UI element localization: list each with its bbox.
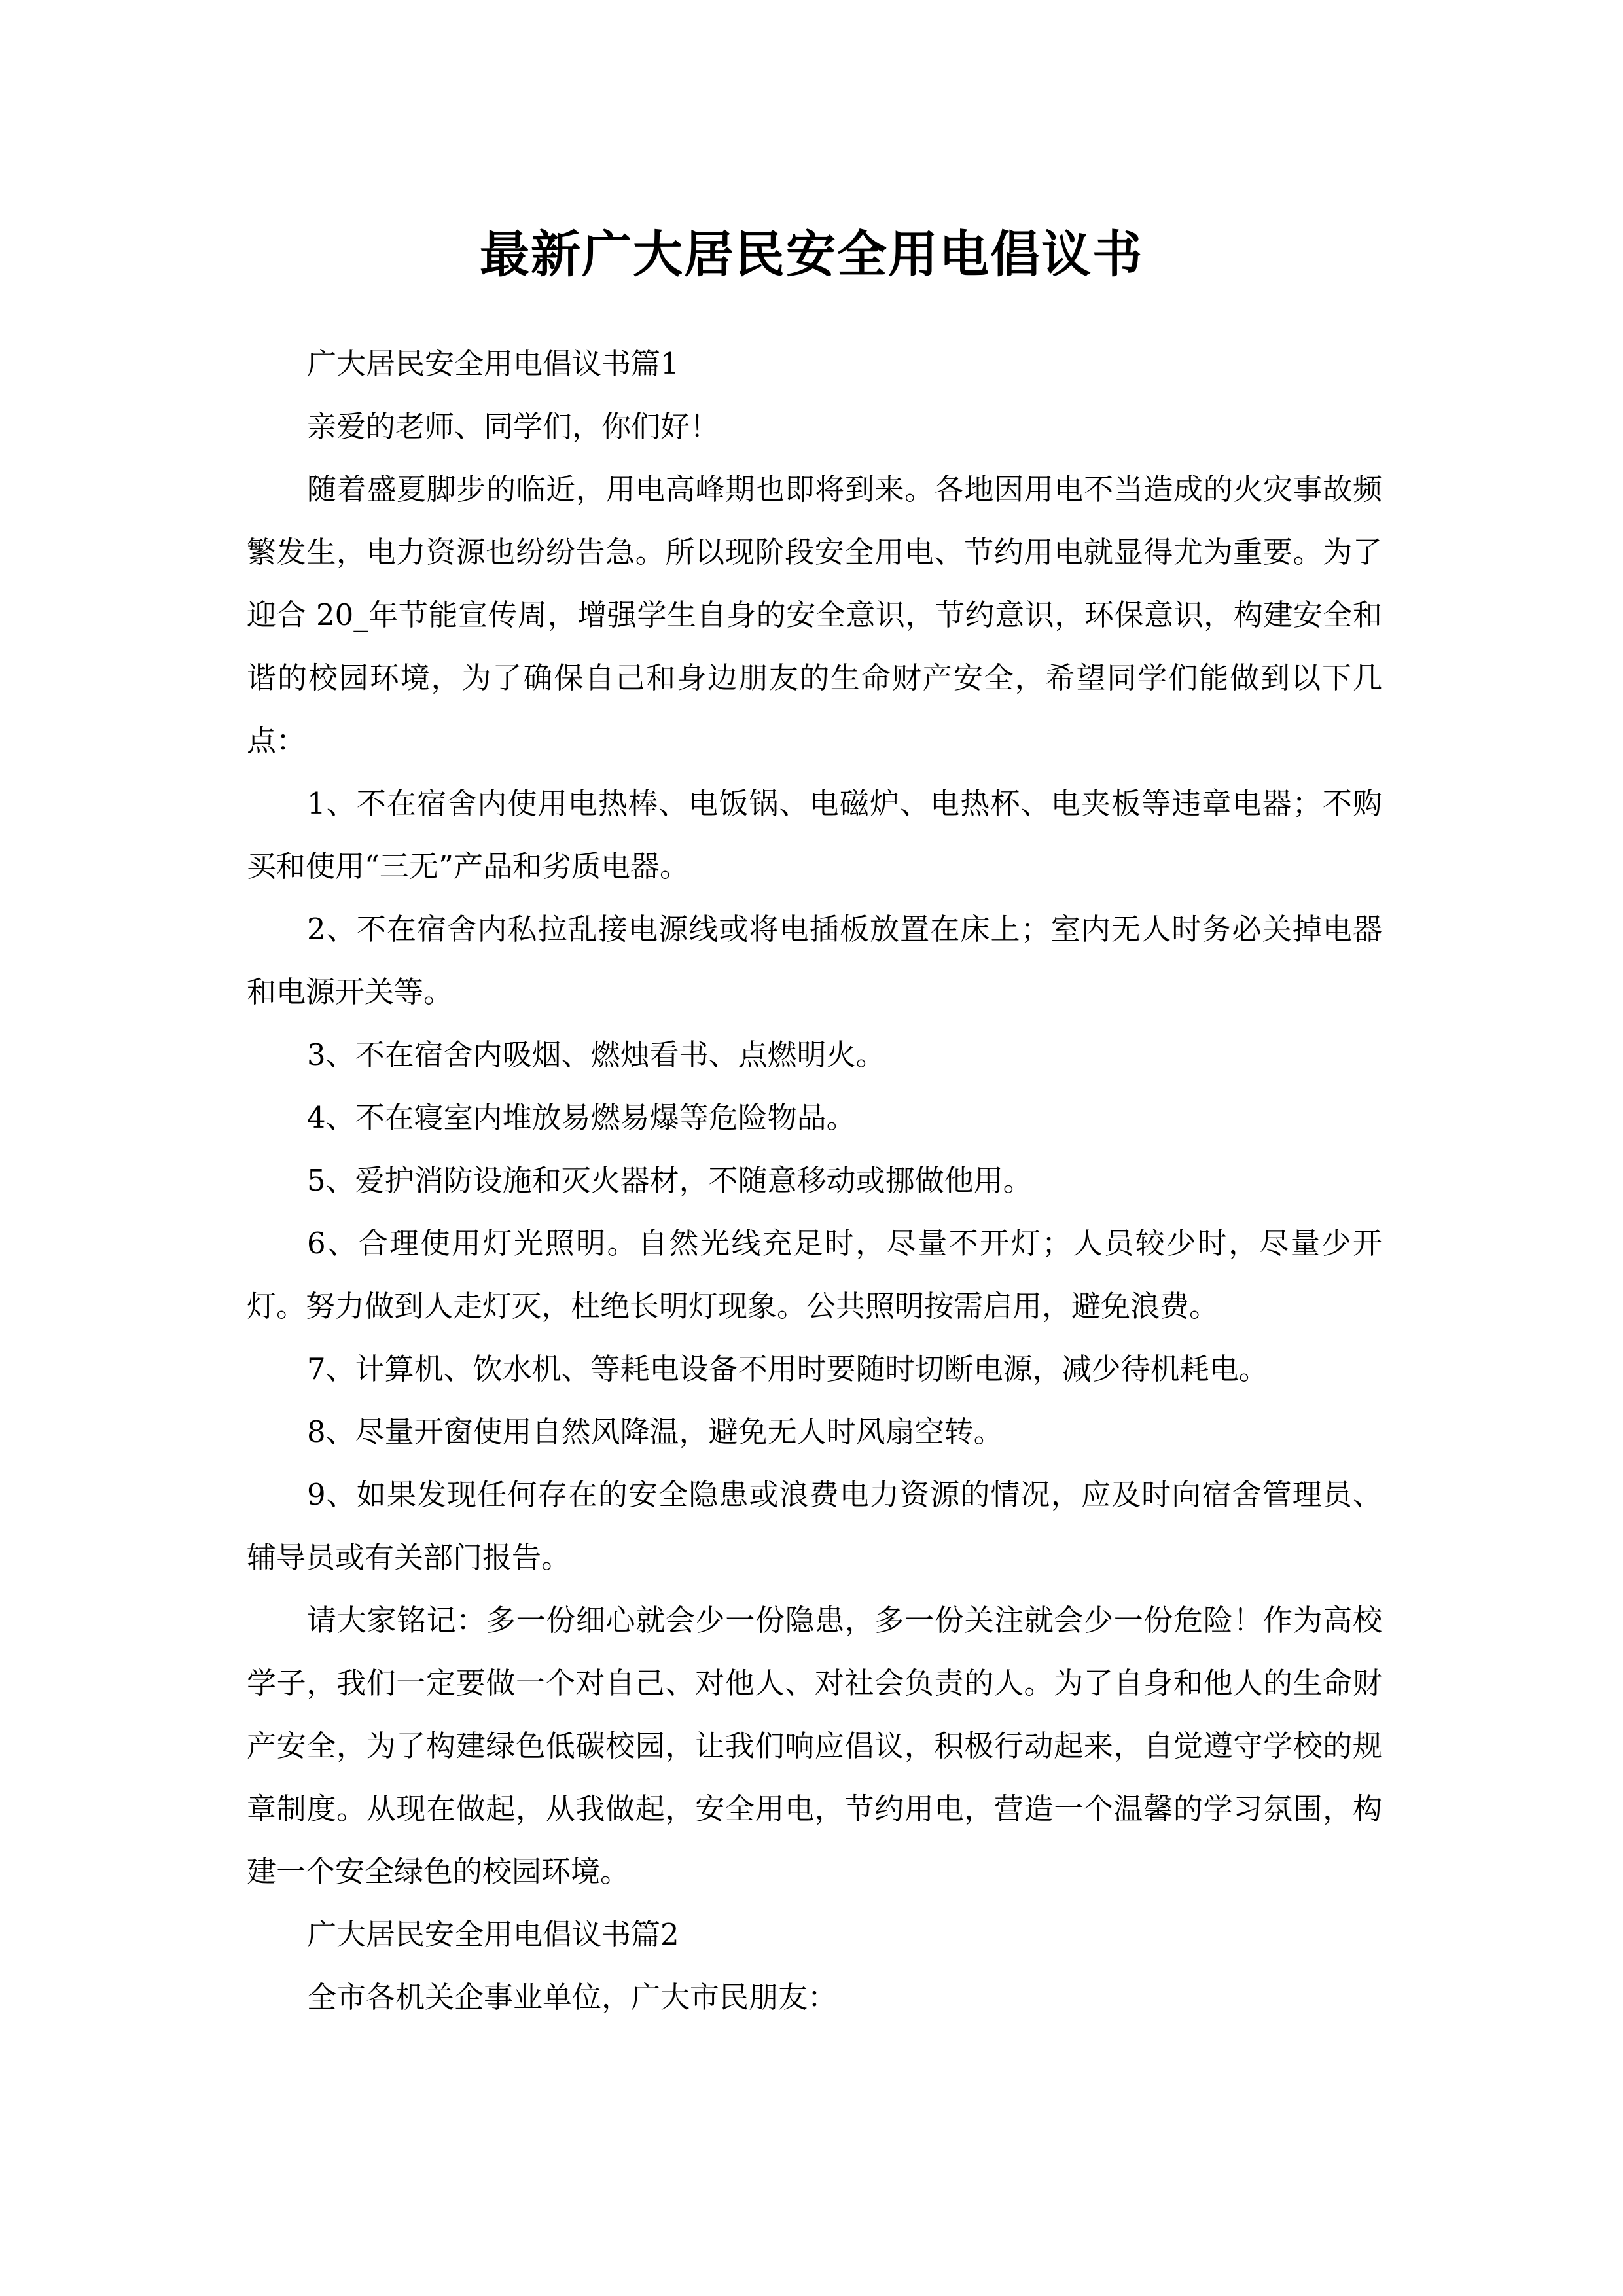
- item-2: 2、不在宿舍内私拉乱接电源线或将电插板放置在床上；室内无人时务必关掉电器和电源开关等。: [247, 912, 1382, 1009]
- section-label-2: 广大居民安全用电倡议书篇2: [307, 1917, 679, 1952]
- item-4: 4、不在寝室内堆放易燃易爆等危险物品。: [307, 1100, 856, 1135]
- item-5: 5、爱护消防设施和灭火器材，不随意移动或挪做他用。: [307, 1163, 1033, 1198]
- item-3: 3、不在宿舍内吸烟、燃烛看书、点燃明火。: [307, 1037, 885, 1072]
- item-1: 1、不在宿舍内使用电热棒、电饭锅、电磁炉、电热杯、电夹板等违章电器；不购买和使用“三无”产品和劣质电器。: [247, 786, 1382, 884]
- item-7: 7、计算机、饮水机、等耗电设备不用时要随时切断电源，减少待机耗电。: [307, 1352, 1268, 1386]
- item-6: 6、合理使用灯光照明。自然光线充足时，尽量不开灯；人员较少时，尽量少开灯。努力做到人走灯灭，杜绝长明灯现象。公共照明按需启用，避免浪费。: [247, 1226, 1382, 1323]
- document-body: [247, 332, 1382, 2029]
- intro-paragraph: 随着盛夏脚步的临近，用电高峰期也即将到来。各地因用电不当造成的火灾事故频繁发生，电力资源也纷纷告急。所以现阶段安全用电、节约用电就显得尤为重要。为了迎合 20_年节能宣传周，增强学生自身的安全意识，节约意识，环保意识，构建安全和谐的校园环境，为了确保自己和身边朋友的生命财产安全，希望同学们能做到以下几点：: [247, 472, 1382, 758]
- item-9: 9、如果发现任何存在的安全隐患或浪费电力资源的情况，应及时向宿舍管理员、辅导员或有关部门报告。: [247, 1477, 1382, 1575]
- salutation-2: 全市各机关企事业单位，广大市民朋友：: [307, 1980, 838, 2015]
- item-8: 8、尽量开窗使用自然风降温，避免无人时风扇空转。: [307, 1414, 1003, 1449]
- salutation-1: 亲爱的老师、同学们，你们好！: [307, 409, 720, 444]
- page-title: 最新广大居民安全用电倡议书: [480, 224, 1143, 283]
- section-label-1: 广大居民安全用电倡议书篇1: [307, 346, 679, 381]
- closing-paragraph: 请大家铭记：多一份细心就会少一份隐患，多一份关注就会少一份危险！作为高校学子，我们一定要做一个对自己、对他人、对社会负责的人。为了自身和他人的生命财产安全，为了构建绿色低碳校园，让我们响应倡议，积极行动起来，自觉遵守学校的规章制度。从现在做起，从我做起，安全用电，节约用电，营造一个温馨的学习氛围，构建一个安全绿色的校园环境。: [247, 1603, 1382, 1889]
